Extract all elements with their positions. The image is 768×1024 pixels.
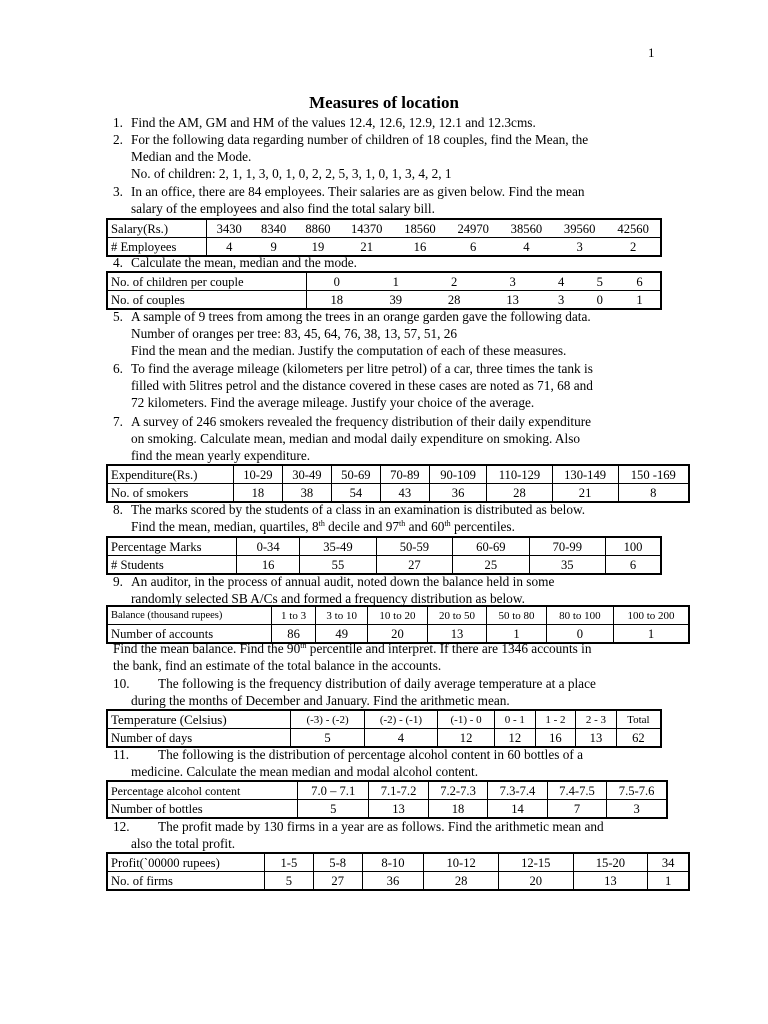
question-text: Find the mean and the median. Justify the computation of each of these measures.: [131, 343, 567, 358]
table-header-cell: # Students: [107, 556, 237, 575]
table-cell: 50 to 80: [487, 606, 547, 625]
table-cell: 18: [233, 484, 282, 503]
table-row: [107, 800, 667, 819]
table-cell: 18: [307, 291, 367, 310]
table-cell: 16: [535, 729, 576, 748]
table-cell: 39: [367, 291, 425, 310]
table-cell: 5: [291, 729, 364, 748]
question-text: In an office, there are 84 employees. Their salaries are as given below. Find the mean: [131, 184, 585, 199]
table-cell: 5: [580, 272, 619, 291]
table-header-cell: Percentage alcohol content: [107, 781, 298, 800]
marks-table: [106, 536, 662, 575]
table-cell: 1: [487, 625, 547, 644]
table-row: [107, 606, 689, 625]
table-cell: 38560: [500, 219, 553, 238]
table-cell: 4: [207, 238, 252, 257]
table-cell: 1-5: [265, 853, 314, 872]
table-cell: 110-129: [487, 465, 552, 484]
question-number: 6.: [113, 361, 123, 376]
table-cell: 3430: [207, 219, 252, 238]
question-text: Calculate the mean, median and the mode.: [131, 255, 357, 270]
table-cell: 6: [447, 238, 500, 257]
table-cell: 12: [438, 729, 495, 748]
table-cell: 50-59: [376, 537, 452, 556]
page-number: 1: [648, 45, 655, 60]
question-text: The marks scored by the students of a class in an examination is distributed as below.: [131, 502, 586, 517]
table-cell: (-2) - (-1): [364, 710, 437, 729]
table-cell: 28: [424, 872, 499, 891]
table-cell: 1: [613, 625, 689, 644]
table-cell: 1 - 2: [535, 710, 576, 729]
table-cell: 49: [316, 625, 368, 644]
table-cell: 80 to 100: [546, 606, 613, 625]
table-cell: 43: [380, 484, 429, 503]
question-number: 8.: [113, 502, 123, 517]
table-cell: 39560: [553, 219, 606, 238]
table-cell: (-1) - 0: [438, 710, 495, 729]
table-header-cell: Salary(Rs.): [107, 219, 207, 238]
table-cell: 28: [425, 291, 483, 310]
question-text: The profit made by 130 firms in a year are as follows. Find the arithmetic mean and: [158, 819, 604, 834]
table-cell: 4: [500, 238, 553, 257]
table-cell: 4: [542, 272, 581, 291]
table-cell: 10-12: [424, 853, 499, 872]
table-cell: 7.1-7.2: [369, 781, 428, 800]
salary-table: [106, 218, 662, 257]
table-cell: 0: [307, 272, 367, 291]
table-cell: 0-34: [237, 537, 300, 556]
question-number: 5.: [113, 309, 123, 324]
table-cell: 3: [553, 238, 606, 257]
question-text: The following is the frequency distribution of daily average temperature at a place: [158, 676, 596, 691]
table-cell: 7.0 – 7.1: [298, 781, 369, 800]
table-row: [107, 853, 689, 872]
table-cell: 10-29: [233, 465, 282, 484]
table-header-cell: Number of days: [107, 729, 291, 748]
table-row: [107, 219, 661, 238]
table-row: [107, 291, 661, 310]
table-cell: 5: [298, 800, 369, 819]
table-cell: 38: [282, 484, 331, 503]
table-header-cell: No. of smokers: [107, 484, 233, 503]
table-cell: 13: [483, 291, 541, 310]
table-cell: 30-49: [282, 465, 331, 484]
question-number: 1.: [113, 115, 123, 130]
table-cell: 36: [362, 872, 424, 891]
table-cell: 5: [265, 872, 314, 891]
table-cell: 12-15: [498, 853, 573, 872]
table-row: [107, 484, 689, 503]
table-row: [107, 537, 661, 556]
table-cell: 19: [296, 238, 340, 257]
table-cell: 86: [271, 625, 315, 644]
question-text: A sample of 9 trees from among the trees in an orange garden gave the following data.: [131, 309, 591, 324]
table-header-cell: Number of bottles: [107, 800, 298, 819]
table-cell: 35: [529, 556, 605, 575]
question-number: 12.: [113, 819, 130, 834]
table-cell: 0 - 1: [495, 710, 536, 729]
table-header-cell: No. of couples: [107, 291, 307, 310]
table-cell: 28: [487, 484, 552, 503]
table-cell: 20: [498, 872, 573, 891]
children-table: [106, 271, 662, 310]
question-text: filled with 5litres petrol and the distance covered in these cases are noted as 71, 68 and: [131, 378, 593, 393]
question-text: Find the AM, GM and HM of the values 12.4, 12.6, 12.9, 12.1 and 12.3cms.: [131, 115, 536, 130]
table-cell: 70-89: [380, 465, 429, 484]
question-text: To find the average mileage (kilometers per litre petrol) of a car, three times the tank is: [131, 361, 593, 376]
table-cell: 20: [368, 625, 428, 644]
question-text: also the total profit.: [131, 836, 236, 851]
table-cell: 24970: [447, 219, 500, 238]
profit-table: [106, 852, 690, 891]
table-cell: 62: [616, 729, 661, 748]
table-cell: 36: [429, 484, 486, 503]
table-header-cell: No. of children per couple: [107, 272, 307, 291]
question-text: randomly selected SB A/Cs and formed a frequency distribution as below.: [131, 591, 525, 606]
table-cell: 3 to 10: [316, 606, 368, 625]
table-row: [107, 729, 661, 748]
table-header-cell: Temperature (Celsius): [107, 710, 291, 729]
table-cell: 12: [495, 729, 536, 748]
question-text: Median and the Mode.: [131, 149, 252, 164]
question-text: For the following data regarding number of children of 18 couples, find the Mean, the: [131, 132, 589, 147]
table-cell: 130-149: [552, 465, 618, 484]
table-cell: 35-49: [300, 537, 376, 556]
table-cell: 18: [428, 800, 487, 819]
question-text: Find the mean, median, quartiles, 8th decile and 97th and 60th percentiles.: [131, 519, 515, 534]
table-cell: 7.3-7.4: [488, 781, 547, 800]
table-cell: 1: [367, 272, 425, 291]
question-text: Find the mean balance. Find the 90th percentile and interpret. If there are 1346 accounts in: [113, 641, 592, 656]
question-text: A survey of 246 smokers revealed the frequency distribution of their daily expenditure: [131, 414, 592, 429]
table-cell: 18560: [393, 219, 446, 238]
table-cell: 0: [580, 291, 619, 310]
table-cell: 16: [393, 238, 446, 257]
table-cell: 3: [607, 800, 667, 819]
table-cell: 100 to 200: [613, 606, 689, 625]
table-cell: 90-109: [429, 465, 486, 484]
table-cell: 21: [552, 484, 618, 503]
question-number: 11.: [113, 747, 130, 762]
table-cell: 6: [606, 556, 661, 575]
table-cell: 2: [606, 238, 661, 257]
table-row: [107, 556, 661, 575]
table-cell: 21: [340, 238, 393, 257]
table-cell: 42560: [606, 219, 661, 238]
table-header-cell: Number of accounts: [107, 625, 271, 644]
table-row: [107, 781, 667, 800]
page-title: Measures of location: [309, 93, 459, 112]
table-cell: 13: [573, 872, 648, 891]
table-cell: 6: [619, 272, 661, 291]
table-cell: 54: [331, 484, 380, 503]
table-header-cell: Percentage Marks: [107, 537, 237, 556]
table-cell: 1: [619, 291, 661, 310]
table-cell: 7: [547, 800, 606, 819]
table-cell: (-3) - (-2): [291, 710, 364, 729]
question-text: find the mean yearly expenditure.: [131, 448, 311, 463]
question-number: 2.: [113, 132, 123, 147]
temperature-table: [106, 709, 662, 748]
table-row: [107, 272, 661, 291]
table-cell: 1 to 3: [271, 606, 315, 625]
table-header-cell: Profit(`00000 rupees): [107, 853, 265, 872]
question-text: the bank, find an estimate of the total balance in the accounts.: [113, 658, 442, 673]
table-cell: 7.5-7.6: [607, 781, 667, 800]
table-cell: 50-69: [331, 465, 380, 484]
table-cell: 7.2-7.3: [428, 781, 487, 800]
table-cell: 15-20: [573, 853, 648, 872]
expenditure-table: [106, 464, 690, 503]
table-row: [107, 710, 661, 729]
question-number: 9.: [113, 574, 123, 589]
table-cell: 2: [425, 272, 483, 291]
question-text: salary of the employees and also find the total salary bill.: [131, 201, 435, 216]
question-number: 10.: [113, 676, 130, 691]
question-text: during the months of December and January. Find the arithmetic mean.: [131, 693, 510, 708]
table-cell: 27: [376, 556, 452, 575]
table-cell: 3: [542, 291, 581, 310]
question-number: 4.: [113, 255, 123, 270]
alcohol-table: [106, 780, 668, 819]
question-number: 7.: [113, 414, 123, 429]
table-cell: 150 -169: [618, 465, 689, 484]
table-cell: 20 to 50: [427, 606, 487, 625]
table-cell: 13: [576, 729, 617, 748]
table-cell: 14370: [340, 219, 393, 238]
table-cell: 27: [313, 872, 362, 891]
table-cell: 8860: [296, 219, 340, 238]
table-cell: 100: [606, 537, 661, 556]
question-text: No. of children: 2, 1, 1, 3, 0, 1, 0, 2, 2, 5, 3, 1, 0, 1, 3, 4, 2, 1: [131, 166, 452, 181]
table-cell: 8340: [252, 219, 296, 238]
table-cell: 70-99: [529, 537, 605, 556]
table-header-cell: Balance (thousand rupees): [107, 606, 271, 625]
question-text: medicine. Calculate the mean median and modal alcohol content.: [131, 764, 479, 779]
table-cell: 60-69: [453, 537, 529, 556]
question-text: on smoking. Calculate mean, median and modal daily expenditure on smoking. Also: [131, 431, 581, 446]
table-cell: 55: [300, 556, 376, 575]
table-cell: 1: [648, 872, 689, 891]
table-header-cell: Expenditure(Rs.): [107, 465, 233, 484]
table-cell: 25: [453, 556, 529, 575]
table-cell: 13: [427, 625, 487, 644]
table-cell: 34: [648, 853, 689, 872]
table-cell: 4: [364, 729, 437, 748]
table-cell: 10 to 20: [368, 606, 428, 625]
table-cell: 8: [618, 484, 689, 503]
question-text: The following is the distribution of percentage alcohol content in 60 bottles of a: [158, 747, 584, 762]
table-cell: 2 - 3: [576, 710, 617, 729]
table-cell: 3: [483, 272, 541, 291]
table-cell: 5-8: [313, 853, 362, 872]
table-cell: Total: [616, 710, 661, 729]
table-row: [107, 872, 689, 891]
table-cell: 13: [369, 800, 428, 819]
table-row: [107, 465, 689, 484]
question-text: Number of oranges per tree: 83, 45, 64, 76, 38, 13, 57, 51, 26: [131, 326, 458, 341]
question-text: 72 kilometers. Find the average mileage. Justify your choice of the average.: [131, 395, 535, 410]
balance-table: [106, 605, 690, 644]
question-number: 3.: [113, 184, 123, 199]
table-cell: 9: [252, 238, 296, 257]
table-header-cell: # Employees: [107, 238, 207, 257]
table-header-cell: No. of firms: [107, 872, 265, 891]
table-cell: 16: [237, 556, 300, 575]
table-cell: 7.4-7.5: [547, 781, 606, 800]
table-cell: 14: [488, 800, 547, 819]
table-cell: 8-10: [362, 853, 424, 872]
question-text: An auditor, in the process of annual audit, noted down the balance held in some: [131, 574, 555, 589]
table-cell: 0: [546, 625, 613, 644]
